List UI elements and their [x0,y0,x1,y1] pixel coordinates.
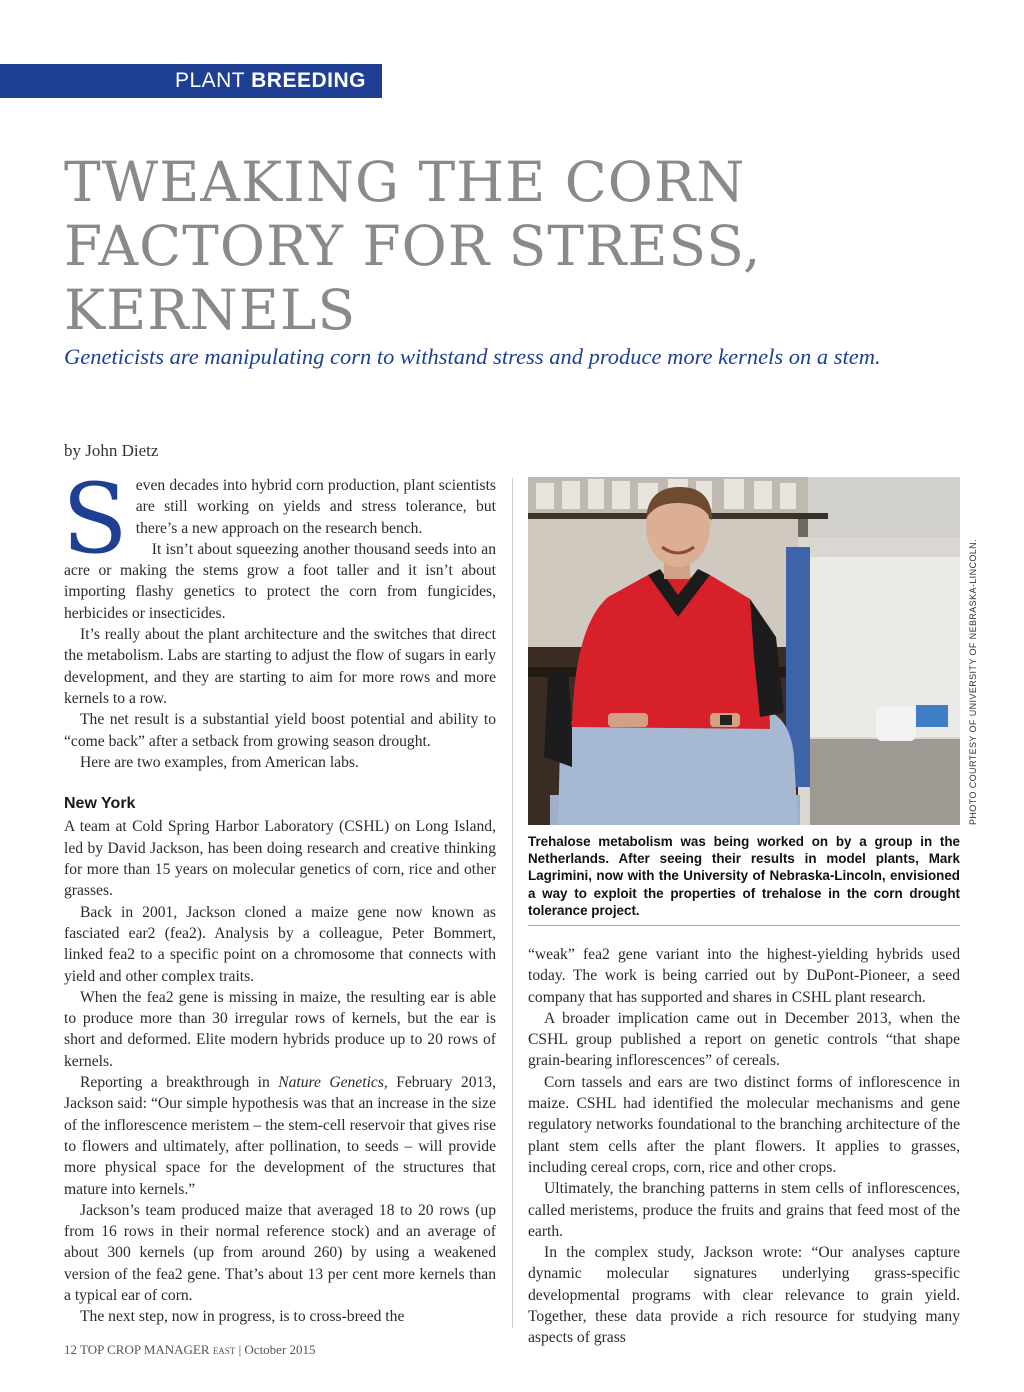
journal-name: Nature Genetics, [278,1074,388,1092]
paragraph: It’s really about the plant architecture and the switches that direct the metabolism. Labs are starting to adjust the flow of sugars in early development, and they are starting to aim for more rows and more kernels to a row. [64,626,496,707]
article-photo [528,477,960,825]
paragraph: A broader implication came out in December 2013, when the CSHL group published a report on genetic controls “that shape grain-bearing inflorescences” of cereals. [528,1009,960,1070]
paragraph: A team at Cold Spring Harbor Laboratory (CSHL) on Long Island, led by David Jackson, has been doing research and creative thinking for more than 15 years on molecular genetics of corn, rice and other grasses. [64,818,496,900]
issue-date: | October 2015 [238,1342,316,1357]
paragraph-text: even decades into hybrid corn production, plant scientists are still working on yields and stress tolerance, but there’s a new approach on the research bench. [135,477,496,537]
paragraph: Corn tassels and ears are two distinct forms of inflorescence in maize. CSHL had identified the molecular mechanisms and gene regulatory networks foundational to the branching architecture of the plant stem cells after the plant flowers. It applies to grasses, including cereal crops, corn, rice and other crops. [528,1073,960,1176]
section-banner [0,64,382,98]
right-column [528,944,960,1349]
paragraph [62,463,496,575]
left-column [62,463,496,1328]
paragraph-text: February 2013, Jackson said: “Our simple hypothesis was that an increase in the size of the inflorescence meristem – the stem-cell reservoir that gives rise to flowers and ultimately, after pollination, to seeds – will provide more physical space for the development of the structures that mature into kernels.” [64,1074,496,1198]
page-number: 12 [64,1342,77,1357]
paragraph: Ultimately, the branching patterns in stem cells of inflorescences, called meristems, produce the fruits and grains that feed most of the earth. [528,1180,960,1240]
section-subhead: New York [64,795,136,813]
paragraph: It isn’t about squeezing another thousand seeds into an acre or making the stems grow a foot taller and it isn’t about importing flashy genetics to protect the corn from fungicides, herbicides or insecticides. [64,540,496,622]
paragraph [64,1072,496,1200]
paragraph: In the complex study, Jackson wrote: “Our analyses capture dynamic molecular signatures underlying grass-specific developmental programs with clear relevance to grain yield. Together, these data provide a rich resource for studying many aspects of grass [528,1244,960,1347]
researcher-photo-illustration [528,477,960,825]
section-label-bold: BREEDING [251,69,366,92]
drop-cap: S [62,463,128,575]
magazine-name: TOP CROP MANAGER [80,1342,210,1357]
caption-divider [528,925,960,926]
paragraph: The next step, now in progress, is to cross-breed the [80,1308,405,1326]
paragraph: Back in 2001, Jackson cloned a maize gene now known as fasciated ear2 (fea2). Analysis by a colleague, Peter Bommert, linked fea2 to a specific point on a chromosome that connects with yield and other complex traits. [64,903,496,985]
paragraph: The net result is a substantial yield boost potential and ability to “come back” after a setback from growing season drought. [64,711,496,750]
article-title: TWEAKING THE CORN FACTORY FOR STRESS, KERNELS [64,150,762,342]
page-footer [64,1342,316,1358]
magazine-edition: EAST [212,1346,236,1356]
section-label-light: PLANT [174,69,246,92]
article-subtitle: Geneticists are manipulating corn to withstand stress and produce more kernels on a stem. [64,344,881,369]
paragraph: Jackson’s team produced maize that averaged 18 to 20 rows (up from 16 rows in their normal reference stock) and an average of about 300 kernels (up from around 260) by using a weakened version of the fea2 gene. That’s about 13 per cent more kernels than a typical ear of corn. [64,1201,496,1304]
photo-credit: PHOTO COURTESY OF UNIVERSITY OF NEBRASKA-LINCOLN. [968,539,978,825]
paragraph: When the fea2 gene is missing in maize, the resulting ear is able to produce more than 30 irregular rows of kernels, but the ear is short and deformed. Elite modern hybrids produce up to 20 rows of kernels. [64,988,496,1070]
byline: by John Dietz [64,441,159,460]
paragraph: “weak” fea2 gene variant into the highest-yielding hybrids used today. The work is being carried out by DuPont-Pioneer, a seed company that has supported and shares in CSHL plant research. [528,946,960,1006]
paragraph-text: Reporting a breakthrough in [80,1074,279,1092]
photo-caption: Trehalose metabolism was being worked on by a group in the Netherlands. After seeing their results in model plants, Mark Lagrimini, now with the University of Nebraska-Lincoln, envisioned a way to exploit the properties of trehalose in the corn drought tolerance project. [528,834,960,918]
column-divider [512,478,513,1328]
paragraph: Here are two examples, from American labs. [80,753,359,771]
